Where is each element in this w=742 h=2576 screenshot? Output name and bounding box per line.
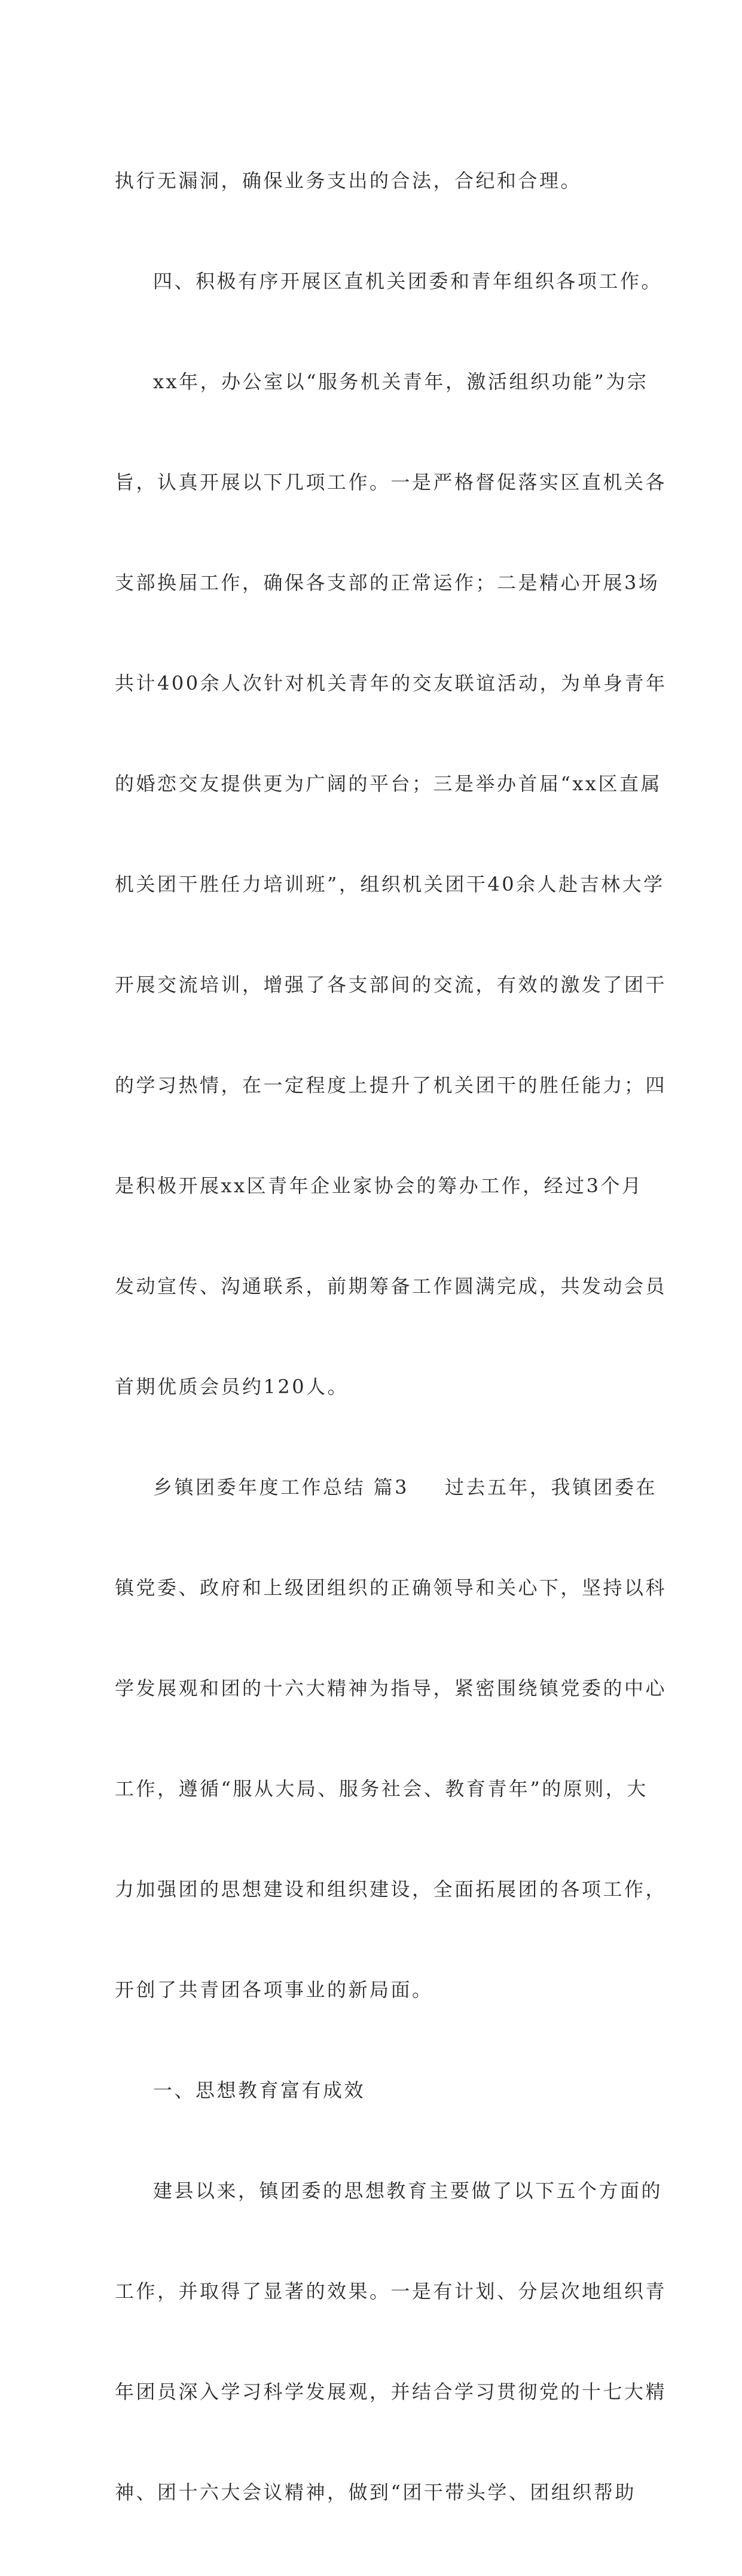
- text-line: 开展交流培训，增强了各支部间的交流，有效的激发了团干: [115, 973, 667, 996]
- text-line: 发动宣传、沟通联系，前期筹备工作圆满完成，共发动会员: [115, 1275, 667, 1298]
- text-line: 学发展观和团的十六大精神为指导，紧密围绕镇党委的中心: [115, 1677, 667, 1700]
- article-title: 乡镇团委年度工作总结 篇3: [153, 1476, 410, 1499]
- text-line: 支部换届工作，确保各支部的正常运作；二是精心开展3场: [115, 571, 660, 594]
- text-line: 年团员深入学习科学发展观，并结合学习贯彻党的十七大精: [115, 2380, 667, 2403]
- text-line: 共计400余人次针对机关青年的交友联谊活动，为单身青年: [115, 672, 667, 695]
- text-line: 是积极开展xx区青年企业家协会的筹办工作，经过3个月: [115, 1174, 643, 1197]
- text-line: 工作，遵循“服从大局、服务社会、教育青年”的原则，大: [115, 1777, 648, 1800]
- text-line: xx年，办公室以“服务机关青年，激活组织功能”为宗: [153, 370, 649, 393]
- text-line: 开创了共青团各项事业的新局面。: [115, 1978, 433, 2001]
- text-line: 神、团十六大会议精神，做到“团干带头学、团组织帮助: [115, 2481, 636, 2504]
- text-line: 工作，并取得了显著的效果。一是有计划、分层次地组织青: [115, 2280, 667, 2303]
- text-line: 力加强团的思想建设和组织建设，全面拓展团的各项工作，: [115, 1878, 667, 1901]
- text-line: 机关团干胜任力培训班”，组织机关团干40余人赴吉林大学: [115, 873, 665, 896]
- text-line: 首期优质会员约120人。: [115, 1375, 349, 1398]
- article-lead-text: 过去五年，我镇团委在: [445, 1476, 658, 1499]
- article-heading-line: [115, 1470, 658, 1504]
- text-line: 建县以来，镇团委的思想教育主要做了以下五个方面的: [153, 2179, 663, 2202]
- text-line: 的学习热情，在一定程度上提升了机关团干的胜任能力；四: [115, 1074, 667, 1097]
- text-line: 镇党委、政府和上级团组织的正确领导和关心下，坚持以科: [115, 1576, 667, 1599]
- section-heading: 一、思想教育富有成效: [153, 2079, 366, 2102]
- text-line: 执行无漏洞，确保业务支出的合法，合纪和合理。: [115, 169, 582, 192]
- section-heading: 四、积极有序开展区直机关团委和青年组织各项工作。: [153, 270, 663, 293]
- text-line: 的婚恋交友提供更为广阔的平台；三是举办首届“xx区直属: [115, 772, 662, 795]
- document-body: [115, 97, 667, 2576]
- text-line: 旨，认真开展以下几项工作。一是严格督促落实区直机关各: [115, 471, 667, 494]
